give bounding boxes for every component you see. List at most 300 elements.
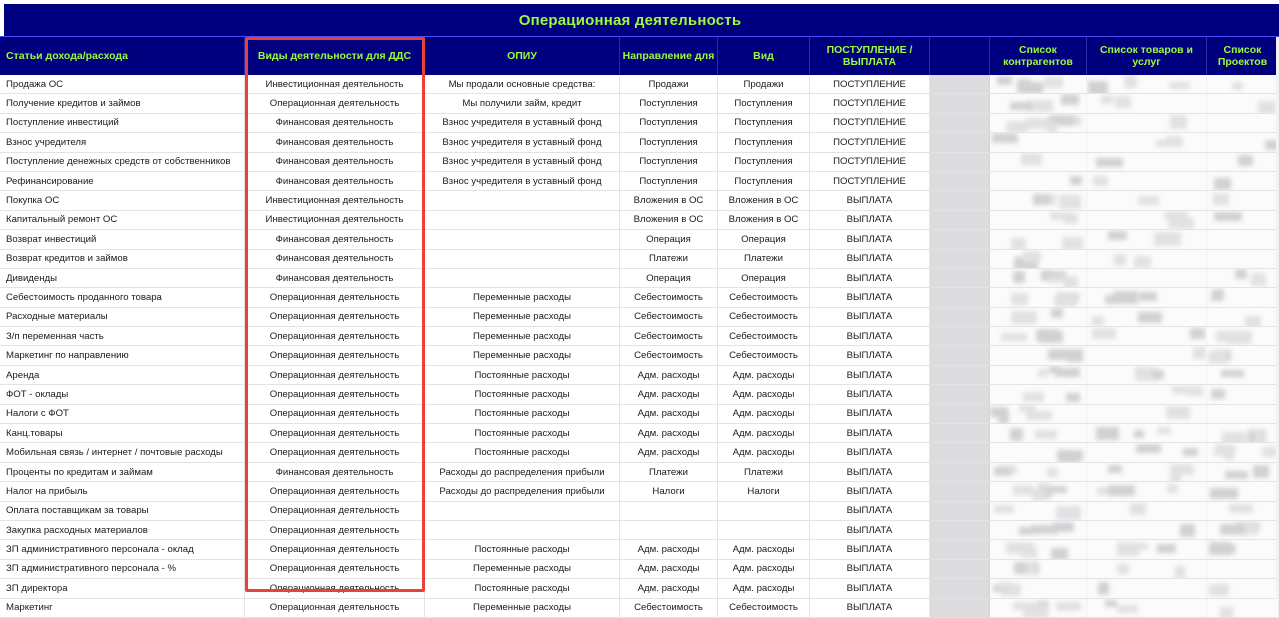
cell-dds_type[interactable] bbox=[245, 230, 425, 248]
cell-projects[interactable] bbox=[1207, 443, 1279, 461]
cell-goods[interactable] bbox=[1087, 75, 1207, 93]
cell-post_vyp[interactable] bbox=[810, 424, 930, 442]
cell-contr[interactable] bbox=[990, 560, 1087, 578]
cell-napravl[interactable] bbox=[620, 346, 718, 364]
cell-spacer[interactable] bbox=[930, 250, 990, 268]
table-row[interactable] bbox=[0, 250, 1279, 269]
cell-articles[interactable] bbox=[0, 366, 245, 384]
cell-vid[interactable] bbox=[718, 94, 810, 112]
cell-goods[interactable] bbox=[1087, 230, 1207, 248]
cell-post_vyp[interactable] bbox=[810, 327, 930, 345]
cell-spacer[interactable] bbox=[930, 114, 990, 132]
cell-articles[interactable] bbox=[0, 560, 245, 578]
cell-dds_type[interactable] bbox=[245, 482, 425, 500]
cell-dds_type[interactable] bbox=[245, 114, 425, 132]
cell-vid[interactable] bbox=[718, 424, 810, 442]
cell-articles[interactable] bbox=[0, 308, 245, 326]
cell-goods[interactable] bbox=[1087, 153, 1207, 171]
table-row[interactable] bbox=[0, 114, 1279, 133]
cell-projects[interactable] bbox=[1207, 463, 1279, 481]
cell-napravl[interactable] bbox=[620, 211, 718, 229]
cell-articles[interactable] bbox=[0, 191, 245, 209]
cell-dds_type[interactable] bbox=[245, 443, 425, 461]
cell-napravl[interactable] bbox=[620, 502, 718, 520]
cell-projects[interactable] bbox=[1207, 94, 1279, 112]
cell-vid[interactable] bbox=[718, 366, 810, 384]
cell-vid[interactable] bbox=[718, 327, 810, 345]
table-row[interactable] bbox=[0, 482, 1279, 501]
cell-spacer[interactable] bbox=[930, 133, 990, 151]
column-header-projects[interactable] bbox=[1207, 37, 1279, 75]
cell-contr[interactable] bbox=[990, 346, 1087, 364]
cell-vid[interactable] bbox=[718, 153, 810, 171]
table-row[interactable] bbox=[0, 94, 1279, 113]
cell-post_vyp[interactable] bbox=[810, 521, 930, 539]
cell-spacer[interactable] bbox=[930, 211, 990, 229]
cell-post_vyp[interactable] bbox=[810, 94, 930, 112]
cell-napravl[interactable] bbox=[620, 308, 718, 326]
cell-projects[interactable] bbox=[1207, 211, 1279, 229]
table-row[interactable] bbox=[0, 560, 1279, 579]
cell-napravl[interactable] bbox=[620, 133, 718, 151]
cell-articles[interactable] bbox=[0, 405, 245, 423]
table-row[interactable] bbox=[0, 579, 1279, 598]
cell-articles[interactable] bbox=[0, 327, 245, 345]
cell-goods[interactable] bbox=[1087, 308, 1207, 326]
cell-vid[interactable] bbox=[718, 75, 810, 93]
cell-goods[interactable] bbox=[1087, 346, 1207, 364]
cell-projects[interactable] bbox=[1207, 114, 1279, 132]
cell-projects[interactable] bbox=[1207, 502, 1279, 520]
cell-post_vyp[interactable] bbox=[810, 385, 930, 403]
cell-goods[interactable] bbox=[1087, 172, 1207, 190]
cell-contr[interactable] bbox=[990, 250, 1087, 268]
cell-vid[interactable] bbox=[718, 540, 810, 558]
cell-projects[interactable] bbox=[1207, 327, 1279, 345]
cell-goods[interactable] bbox=[1087, 521, 1207, 539]
cell-napravl[interactable] bbox=[620, 560, 718, 578]
table-row[interactable] bbox=[0, 230, 1279, 249]
cell-vid[interactable] bbox=[718, 405, 810, 423]
cell-opiu[interactable] bbox=[425, 327, 620, 345]
cell-dds_type[interactable] bbox=[245, 153, 425, 171]
cell-spacer[interactable] bbox=[930, 230, 990, 248]
cell-articles[interactable] bbox=[0, 75, 245, 93]
cell-opiu[interactable] bbox=[425, 172, 620, 190]
cell-opiu[interactable] bbox=[425, 443, 620, 461]
cell-goods[interactable] bbox=[1087, 191, 1207, 209]
cell-contr[interactable] bbox=[990, 405, 1087, 423]
cell-contr[interactable] bbox=[990, 211, 1087, 229]
cell-goods[interactable] bbox=[1087, 327, 1207, 345]
cell-napravl[interactable] bbox=[620, 288, 718, 306]
cell-projects[interactable] bbox=[1207, 308, 1279, 326]
cell-contr[interactable] bbox=[990, 191, 1087, 209]
cell-projects[interactable] bbox=[1207, 269, 1279, 287]
column-header-napravl[interactable] bbox=[620, 37, 718, 75]
cell-opiu[interactable] bbox=[425, 579, 620, 597]
column-header-vid[interactable] bbox=[718, 37, 810, 75]
column-header-articles[interactable] bbox=[0, 37, 245, 75]
column-header-contr[interactable] bbox=[990, 37, 1087, 75]
cell-goods[interactable] bbox=[1087, 211, 1207, 229]
cell-contr[interactable] bbox=[990, 366, 1087, 384]
cell-contr[interactable] bbox=[990, 385, 1087, 403]
column-header-dds_type[interactable] bbox=[245, 37, 425, 75]
cell-vid[interactable] bbox=[718, 521, 810, 539]
table-row[interactable] bbox=[0, 308, 1279, 327]
table-row[interactable] bbox=[0, 463, 1279, 482]
cell-post_vyp[interactable] bbox=[810, 560, 930, 578]
cell-goods[interactable] bbox=[1087, 482, 1207, 500]
cell-contr[interactable] bbox=[990, 133, 1087, 151]
cell-spacer[interactable] bbox=[930, 346, 990, 364]
table-row[interactable] bbox=[0, 191, 1279, 210]
cell-napravl[interactable] bbox=[620, 327, 718, 345]
cell-dds_type[interactable] bbox=[245, 191, 425, 209]
cell-napravl[interactable] bbox=[620, 540, 718, 558]
cell-post_vyp[interactable] bbox=[810, 250, 930, 268]
cell-dds_type[interactable] bbox=[245, 579, 425, 597]
cell-napravl[interactable] bbox=[620, 94, 718, 112]
cell-dds_type[interactable] bbox=[245, 288, 425, 306]
cell-projects[interactable] bbox=[1207, 521, 1279, 539]
cell-spacer[interactable] bbox=[930, 521, 990, 539]
cell-contr[interactable] bbox=[990, 153, 1087, 171]
cell-projects[interactable] bbox=[1207, 560, 1279, 578]
cell-post_vyp[interactable] bbox=[810, 540, 930, 558]
cell-projects[interactable] bbox=[1207, 288, 1279, 306]
cell-projects[interactable] bbox=[1207, 250, 1279, 268]
cell-post_vyp[interactable] bbox=[810, 288, 930, 306]
cell-dds_type[interactable] bbox=[245, 133, 425, 151]
cell-opiu[interactable] bbox=[425, 424, 620, 442]
cell-articles[interactable] bbox=[0, 599, 245, 617]
cell-spacer[interactable] bbox=[930, 502, 990, 520]
cell-dds_type[interactable] bbox=[245, 94, 425, 112]
cell-spacer[interactable] bbox=[930, 366, 990, 384]
table-row[interactable] bbox=[0, 405, 1279, 424]
column-header-goods[interactable] bbox=[1087, 37, 1207, 75]
cell-post_vyp[interactable] bbox=[810, 75, 930, 93]
cell-articles[interactable] bbox=[0, 230, 245, 248]
cell-projects[interactable] bbox=[1207, 540, 1279, 558]
table-row[interactable] bbox=[0, 385, 1279, 404]
cell-goods[interactable] bbox=[1087, 560, 1207, 578]
cell-dds_type[interactable] bbox=[245, 366, 425, 384]
cell-vid[interactable] bbox=[718, 288, 810, 306]
cell-post_vyp[interactable] bbox=[810, 153, 930, 171]
cell-napravl[interactable] bbox=[620, 424, 718, 442]
cell-post_vyp[interactable] bbox=[810, 502, 930, 520]
cell-vid[interactable] bbox=[718, 114, 810, 132]
cell-articles[interactable] bbox=[0, 502, 245, 520]
column-header-opiu[interactable] bbox=[425, 37, 620, 75]
cell-articles[interactable] bbox=[0, 114, 245, 132]
table-row[interactable] bbox=[0, 443, 1279, 462]
cell-projects[interactable] bbox=[1207, 385, 1279, 403]
cell-dds_type[interactable] bbox=[245, 269, 425, 287]
cell-spacer[interactable] bbox=[930, 560, 990, 578]
cell-articles[interactable] bbox=[0, 521, 245, 539]
cell-post_vyp[interactable] bbox=[810, 133, 930, 151]
cell-post_vyp[interactable] bbox=[810, 443, 930, 461]
cell-goods[interactable] bbox=[1087, 579, 1207, 597]
cell-opiu[interactable] bbox=[425, 288, 620, 306]
cell-goods[interactable] bbox=[1087, 288, 1207, 306]
cell-contr[interactable] bbox=[990, 463, 1087, 481]
cell-vid[interactable] bbox=[718, 250, 810, 268]
cell-articles[interactable] bbox=[0, 250, 245, 268]
cell-goods[interactable] bbox=[1087, 599, 1207, 617]
cell-opiu[interactable] bbox=[425, 405, 620, 423]
table-row[interactable] bbox=[0, 327, 1279, 346]
cell-vid[interactable] bbox=[718, 482, 810, 500]
cell-spacer[interactable] bbox=[930, 269, 990, 287]
cell-contr[interactable] bbox=[990, 482, 1087, 500]
cell-dds_type[interactable] bbox=[245, 346, 425, 364]
cell-vid[interactable] bbox=[718, 502, 810, 520]
cell-spacer[interactable] bbox=[930, 327, 990, 345]
cell-opiu[interactable] bbox=[425, 94, 620, 112]
cell-articles[interactable] bbox=[0, 424, 245, 442]
cell-articles[interactable] bbox=[0, 540, 245, 558]
cell-articles[interactable] bbox=[0, 443, 245, 461]
cell-opiu[interactable] bbox=[425, 385, 620, 403]
cell-articles[interactable] bbox=[0, 579, 245, 597]
cell-post_vyp[interactable] bbox=[810, 172, 930, 190]
cell-dds_type[interactable] bbox=[245, 405, 425, 423]
cell-napravl[interactable] bbox=[620, 153, 718, 171]
cell-contr[interactable] bbox=[990, 443, 1087, 461]
cell-dds_type[interactable] bbox=[245, 211, 425, 229]
cell-opiu[interactable] bbox=[425, 230, 620, 248]
cell-spacer[interactable] bbox=[930, 288, 990, 306]
cell-projects[interactable] bbox=[1207, 172, 1279, 190]
cell-vid[interactable] bbox=[718, 230, 810, 248]
cell-contr[interactable] bbox=[990, 114, 1087, 132]
cell-spacer[interactable] bbox=[930, 579, 990, 597]
cell-projects[interactable] bbox=[1207, 153, 1279, 171]
cell-post_vyp[interactable] bbox=[810, 191, 930, 209]
cell-post_vyp[interactable] bbox=[810, 405, 930, 423]
cell-napravl[interactable] bbox=[620, 385, 718, 403]
cell-vid[interactable] bbox=[718, 463, 810, 481]
cell-projects[interactable] bbox=[1207, 191, 1279, 209]
cell-napravl[interactable] bbox=[620, 482, 718, 500]
cell-projects[interactable] bbox=[1207, 133, 1279, 151]
cell-dds_type[interactable] bbox=[245, 560, 425, 578]
cell-projects[interactable] bbox=[1207, 346, 1279, 364]
cell-spacer[interactable] bbox=[930, 405, 990, 423]
cell-opiu[interactable] bbox=[425, 114, 620, 132]
cell-contr[interactable] bbox=[990, 327, 1087, 345]
cell-contr[interactable] bbox=[990, 308, 1087, 326]
table-row[interactable] bbox=[0, 269, 1279, 288]
table-row[interactable] bbox=[0, 133, 1279, 152]
cell-post_vyp[interactable] bbox=[810, 269, 930, 287]
cell-goods[interactable] bbox=[1087, 502, 1207, 520]
cell-napravl[interactable] bbox=[620, 366, 718, 384]
cell-spacer[interactable] bbox=[930, 443, 990, 461]
cell-post_vyp[interactable] bbox=[810, 482, 930, 500]
cell-napravl[interactable] bbox=[620, 521, 718, 539]
cell-goods[interactable] bbox=[1087, 269, 1207, 287]
cell-vid[interactable] bbox=[718, 346, 810, 364]
cell-opiu[interactable] bbox=[425, 599, 620, 617]
cell-napravl[interactable] bbox=[620, 114, 718, 132]
cell-napravl[interactable] bbox=[620, 405, 718, 423]
table-row[interactable] bbox=[0, 288, 1279, 307]
cell-projects[interactable] bbox=[1207, 579, 1279, 597]
cell-opiu[interactable] bbox=[425, 521, 620, 539]
cell-contr[interactable] bbox=[990, 230, 1087, 248]
cell-opiu[interactable] bbox=[425, 346, 620, 364]
cell-napravl[interactable] bbox=[620, 250, 718, 268]
cell-spacer[interactable] bbox=[930, 540, 990, 558]
cell-dds_type[interactable] bbox=[245, 463, 425, 481]
cell-spacer[interactable] bbox=[930, 385, 990, 403]
cell-post_vyp[interactable] bbox=[810, 211, 930, 229]
cell-projects[interactable] bbox=[1207, 482, 1279, 500]
cell-vid[interactable] bbox=[718, 443, 810, 461]
cell-napravl[interactable] bbox=[620, 443, 718, 461]
cell-vid[interactable] bbox=[718, 579, 810, 597]
cell-opiu[interactable] bbox=[425, 250, 620, 268]
cell-post_vyp[interactable] bbox=[810, 366, 930, 384]
cell-spacer[interactable] bbox=[930, 94, 990, 112]
cell-opiu[interactable] bbox=[425, 482, 620, 500]
cell-opiu[interactable] bbox=[425, 75, 620, 93]
cell-goods[interactable] bbox=[1087, 133, 1207, 151]
cell-dds_type[interactable] bbox=[245, 599, 425, 617]
cell-dds_type[interactable] bbox=[245, 75, 425, 93]
cell-post_vyp[interactable] bbox=[810, 230, 930, 248]
cell-napravl[interactable] bbox=[620, 230, 718, 248]
cell-napravl[interactable] bbox=[620, 75, 718, 93]
cell-dds_type[interactable] bbox=[245, 521, 425, 539]
cell-dds_type[interactable] bbox=[245, 250, 425, 268]
cell-contr[interactable] bbox=[990, 599, 1087, 617]
table-row[interactable] bbox=[0, 540, 1279, 559]
cell-contr[interactable] bbox=[990, 269, 1087, 287]
cell-goods[interactable] bbox=[1087, 424, 1207, 442]
cell-vid[interactable] bbox=[718, 385, 810, 403]
cell-opiu[interactable] bbox=[425, 308, 620, 326]
cell-contr[interactable] bbox=[990, 288, 1087, 306]
cell-opiu[interactable] bbox=[425, 463, 620, 481]
cell-post_vyp[interactable] bbox=[810, 114, 930, 132]
cell-vid[interactable] bbox=[718, 269, 810, 287]
cell-spacer[interactable] bbox=[930, 463, 990, 481]
cell-goods[interactable] bbox=[1087, 385, 1207, 403]
cell-opiu[interactable] bbox=[425, 211, 620, 229]
table-row[interactable] bbox=[0, 346, 1279, 365]
cell-articles[interactable] bbox=[0, 385, 245, 403]
cell-post_vyp[interactable] bbox=[810, 463, 930, 481]
cell-napravl[interactable] bbox=[620, 269, 718, 287]
cell-opiu[interactable] bbox=[425, 502, 620, 520]
cell-dds_type[interactable] bbox=[245, 308, 425, 326]
cell-vid[interactable] bbox=[718, 211, 810, 229]
cell-contr[interactable] bbox=[990, 94, 1087, 112]
cell-projects[interactable] bbox=[1207, 405, 1279, 423]
cell-articles[interactable] bbox=[0, 346, 245, 364]
cell-contr[interactable] bbox=[990, 502, 1087, 520]
cell-articles[interactable] bbox=[0, 463, 245, 481]
cell-dds_type[interactable] bbox=[245, 327, 425, 345]
cell-articles[interactable] bbox=[0, 172, 245, 190]
table-row[interactable] bbox=[0, 153, 1279, 172]
cell-goods[interactable] bbox=[1087, 405, 1207, 423]
cell-post_vyp[interactable] bbox=[810, 599, 930, 617]
cell-articles[interactable] bbox=[0, 482, 245, 500]
cell-projects[interactable] bbox=[1207, 366, 1279, 384]
table-row[interactable] bbox=[0, 599, 1279, 618]
cell-articles[interactable] bbox=[0, 153, 245, 171]
table-row[interactable] bbox=[0, 75, 1279, 94]
cell-goods[interactable] bbox=[1087, 94, 1207, 112]
cell-spacer[interactable] bbox=[930, 153, 990, 171]
cell-dds_type[interactable] bbox=[245, 540, 425, 558]
cell-opiu[interactable] bbox=[425, 540, 620, 558]
cell-vid[interactable] bbox=[718, 133, 810, 151]
table-row[interactable] bbox=[0, 211, 1279, 230]
cell-spacer[interactable] bbox=[930, 599, 990, 617]
cell-articles[interactable] bbox=[0, 269, 245, 287]
cell-napravl[interactable] bbox=[620, 191, 718, 209]
table-row[interactable] bbox=[0, 172, 1279, 191]
cell-goods[interactable] bbox=[1087, 540, 1207, 558]
cell-napravl[interactable] bbox=[620, 463, 718, 481]
cell-opiu[interactable] bbox=[425, 191, 620, 209]
cell-napravl[interactable] bbox=[620, 599, 718, 617]
cell-goods[interactable] bbox=[1087, 463, 1207, 481]
cell-vid[interactable] bbox=[718, 172, 810, 190]
cell-spacer[interactable] bbox=[930, 308, 990, 326]
cell-opiu[interactable] bbox=[425, 366, 620, 384]
cell-contr[interactable] bbox=[990, 521, 1087, 539]
cell-goods[interactable] bbox=[1087, 366, 1207, 384]
cell-goods[interactable] bbox=[1087, 443, 1207, 461]
cell-contr[interactable] bbox=[990, 172, 1087, 190]
cell-goods[interactable] bbox=[1087, 250, 1207, 268]
cell-post_vyp[interactable] bbox=[810, 308, 930, 326]
cell-contr[interactable] bbox=[990, 424, 1087, 442]
cell-dds_type[interactable] bbox=[245, 172, 425, 190]
column-header-post_vyp[interactable] bbox=[810, 37, 930, 75]
table-row[interactable] bbox=[0, 521, 1279, 540]
cell-napravl[interactable] bbox=[620, 579, 718, 597]
cell-contr[interactable] bbox=[990, 75, 1087, 93]
table-row[interactable] bbox=[0, 424, 1279, 443]
cell-opiu[interactable] bbox=[425, 560, 620, 578]
cell-goods[interactable] bbox=[1087, 114, 1207, 132]
cell-spacer[interactable] bbox=[930, 424, 990, 442]
cell-projects[interactable] bbox=[1207, 230, 1279, 248]
column-header-spacer[interactable] bbox=[930, 37, 990, 75]
cell-projects[interactable] bbox=[1207, 424, 1279, 442]
cell-opiu[interactable] bbox=[425, 153, 620, 171]
cell-vid[interactable] bbox=[718, 191, 810, 209]
cell-vid[interactable] bbox=[718, 599, 810, 617]
table-row[interactable] bbox=[0, 366, 1279, 385]
cell-napravl[interactable] bbox=[620, 172, 718, 190]
cell-spacer[interactable] bbox=[930, 191, 990, 209]
cell-articles[interactable] bbox=[0, 133, 245, 151]
cell-articles[interactable] bbox=[0, 211, 245, 229]
cell-opiu[interactable] bbox=[425, 133, 620, 151]
